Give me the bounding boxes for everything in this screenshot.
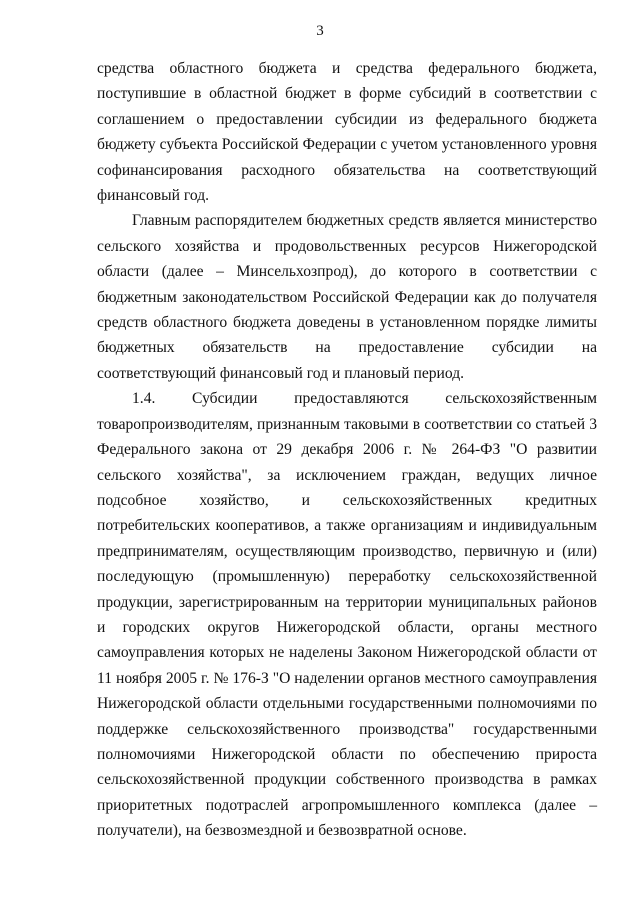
paragraph-section-1-4: 1.4. Субсидии предоставляются сельскохозяйственным товаропроизводителям, признанным таковыми в соответствии со статьей 3 Федерального закона от 29 декабря 2006 г. № 264-ФЗ "О развитии сельского хозяйства", за исключением граждан, ведущих личное подсобное хозяйство, и сельскохозяйственных кредитных потребительских кооперативов, а также организациям и индивидуальным предпринимателям, осуществляющим производство, первичную и (или) последующую (промышленную) переработку сельскохозяйственной продукции, зарегистрированным на территории муниципальных районов и городских округов Нижегородской области, органы местного самоуправления которых не наделены Законом Нижегородской области от 11 ноября 2005 г. № 176-З "О наделении органов местного самоуправления Нижегородской области отдельными государственными полномочиями по поддержке сельскохозяйственного производства" государственными полномочиями Нижегородской области по обеспечению прироста сельскохозяйственной продукции собственного производства в рамках приоритетных подотраслей агропромышленного комплекса (далее – получатели), на безвозмездной и безвозвратной основе. [97, 390, 597, 840]
paragraph-budget-administrator: Главным распорядителем бюджетных средств является министерство сельского хозяйства и продовольственных ресурсов Нижегородской области (далее – Минсельхозпрод), до которого в соответствии с бюджетным законодательством Российской Федерации как до получателя средств областного бюджета доведены в установленном порядке лимиты бюджетных обязательств на предоставление субсидии на соответствующий финансовый год и плановый период. [97, 212, 597, 382]
page-number: 3 [316, 23, 324, 39]
document-body [97, 56, 597, 844]
paragraph-continuation: средства областного бюджета и средства федерального бюджета, поступившие в областной бюджет в форме субсидий в соответствии с соглашением о предоставлении субсидии из федерального бюджета бюджету субъекта Российской Федерации с учетом установленного уровня софинансирования расходного обязательства на соответствующий финансовый год. [97, 60, 597, 205]
